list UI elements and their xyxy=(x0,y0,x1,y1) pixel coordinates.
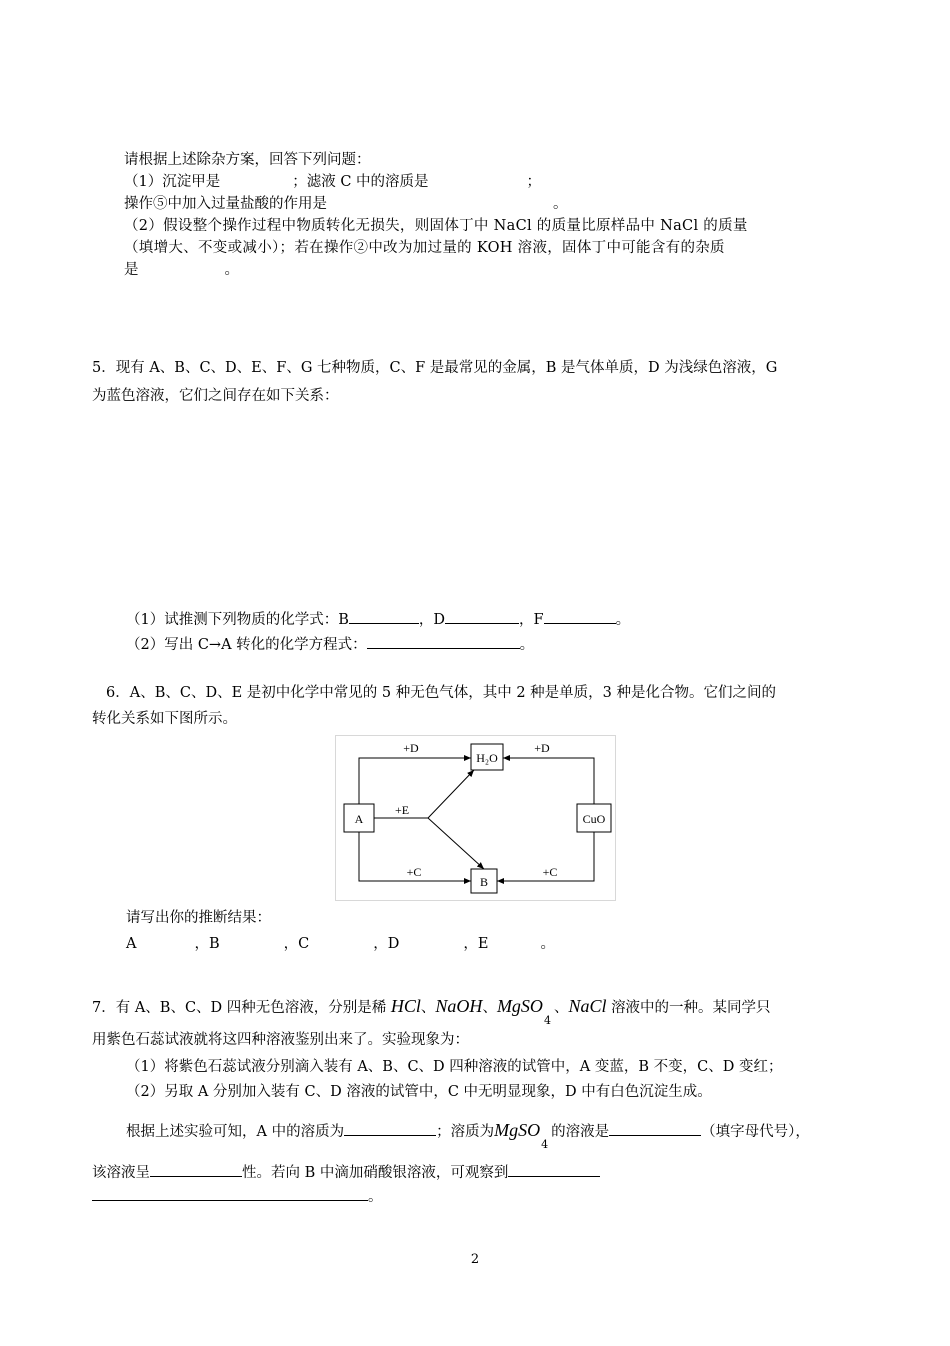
q5-sub1: （1）试推测下列物质的化学式：B ，D ，F 。 xyxy=(126,609,630,630)
q7-line1: 7．有 A、B、C、D 四种无色溶液，分别是稀 HCl、NaOH、MgSO$_4$、NaCl 溶液中的一种。某同学只 xyxy=(92,996,771,1027)
answer-blank[interactable] xyxy=(445,609,519,624)
q4-line3: （2）假设整个操作过程中物质转化无损失，则固体丁中 NaCl 的质量比原样品中 NaCl 的质量 xyxy=(124,218,748,234)
formula-nacl: NaCl xyxy=(568,996,607,1016)
reaction-diagram-svg xyxy=(336,736,615,900)
answer-blank[interactable] xyxy=(609,1121,701,1136)
box-cuo-label: CuO xyxy=(582,812,606,826)
q5-line1: 5．现有 A、B、C、D、E、F、G 七种物质，C、F 是最常见的金属，B 是气体单质，D 为浅绿色溶液，G xyxy=(92,360,778,376)
formula-naoh: NaOH xyxy=(435,996,483,1016)
formula-mgso4: MgSO xyxy=(494,1120,541,1140)
answer-blank[interactable] xyxy=(367,634,520,649)
arrow-cuo-to-h2o xyxy=(503,758,594,804)
q7-line3: （1）将紫色石蕊试液分别滴入装有 A、B、C、D 四种溶液的试管中，A 变蓝，B 不变，C、D 变红； xyxy=(126,1059,783,1075)
q7-line4: （2）另取 A 分别加入装有 C、D 溶液的试管中，C 中无明显现象，D 中有白色沉淀生成。 xyxy=(126,1084,712,1100)
q6-line2: 转化关系如下图所示。 xyxy=(92,711,237,727)
q4-line1: （1）沉淀甲是 ；滤液 C 中的溶质是 ； xyxy=(124,174,542,190)
reaction-diagram xyxy=(335,735,616,901)
arrow-a-to-h2o xyxy=(359,758,471,804)
answer-blank[interactable] xyxy=(150,1162,242,1177)
answer-blank[interactable] xyxy=(508,1162,600,1177)
label-bottom-right: +C xyxy=(542,865,558,879)
q6-prompt: 请写出你的推断结果： xyxy=(126,910,271,926)
arrow-e-to-h2o xyxy=(428,770,474,818)
q5-line2: 为蓝色溶液，它们之间存在如下关系： xyxy=(92,388,339,404)
box-b-label: B xyxy=(479,875,489,889)
arrow-e-to-b xyxy=(428,818,484,869)
box-h2o-label: H₂O xyxy=(476,751,498,765)
q4-line5: 是 。 xyxy=(124,262,239,278)
label-top-right: +D xyxy=(534,741,550,755)
q5-sub2: （2）写出 C→A 转化的化学方程式： 。 xyxy=(126,634,534,655)
formula-mgso4: MgSO xyxy=(496,996,543,1016)
q6-answers: A ，B ，C ，D ，E 。 xyxy=(126,936,555,952)
box-a-label: A xyxy=(354,812,364,826)
q4-line4: （填增大、不变或减小）；若在操作②中改为加过量的 KOH 溶液，固体丁中可能含有的杂质 xyxy=(124,240,725,256)
q7-line6: 该溶液呈 性。若向 B 中滴加硝酸银溶液，可观察到 xyxy=(92,1162,600,1183)
answer-blank[interactable] xyxy=(344,1121,436,1136)
label-bottom-left: +C xyxy=(406,865,422,879)
label-top-left: +D xyxy=(403,741,419,755)
q6-line1: 6．A、B、C、D、E 是初中化学中常见的 5 种无色气体，其中 2 种是单质，3 种是化合物。它们之间的 xyxy=(106,685,776,701)
formula-hcl: HCl xyxy=(390,996,421,1016)
answer-blank[interactable] xyxy=(349,609,419,624)
answer-blank[interactable] xyxy=(92,1186,368,1201)
q7-line2: 用紫色石蕊试液就将这四种溶液鉴别出来了。实验现象为： xyxy=(92,1032,469,1048)
q7-line7: 。 xyxy=(92,1186,383,1207)
page-number: 2 xyxy=(470,1252,480,1267)
q7-line5: 根据上述实验可知，A 中的溶质为 ；溶质为MgSO$_4$的溶液是 （填字母代号）， xyxy=(126,1120,810,1151)
q4-line2: 操作⑤中加入过量盐酸的作用是 。 xyxy=(124,196,568,212)
label-mid: +E xyxy=(394,803,410,817)
q4-intro: 请根据上述除杂方案，回答下列问题： xyxy=(124,152,371,168)
answer-blank[interactable] xyxy=(544,609,616,624)
